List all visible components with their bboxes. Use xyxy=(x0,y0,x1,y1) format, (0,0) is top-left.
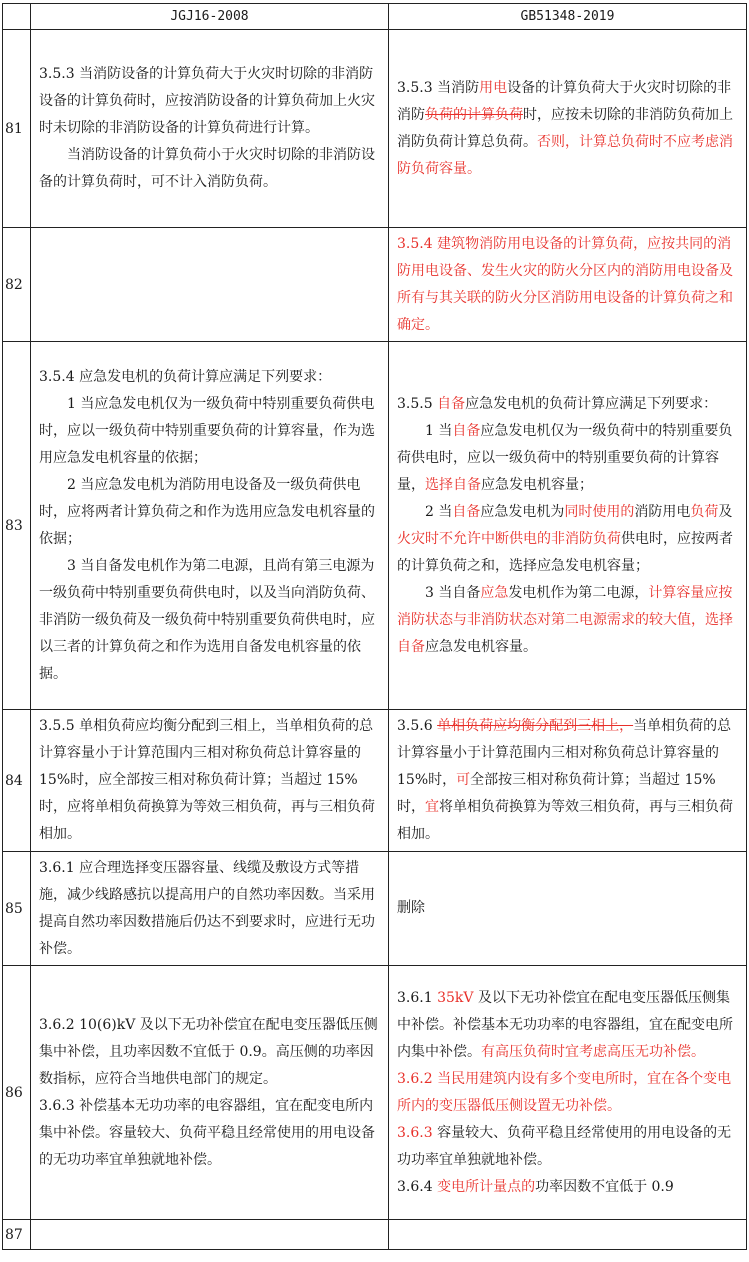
clause-text: 及以下无功补偿宜在配电变压器低压侧集中补偿。补偿基本无功功率的电容器组，宜在配变电所内集中补偿。 xyxy=(397,989,733,1060)
clause-paragraph xyxy=(397,580,740,661)
clause-paragraph xyxy=(397,1066,740,1120)
clause-text: 全部按三相对称负荷计算；当超过 15%时， xyxy=(397,772,716,815)
revised-text: 有高压负荷时宜考虑高压无功补偿。 xyxy=(481,1043,705,1060)
clause-text: 1 当 xyxy=(425,422,453,439)
clause-text: 应急发电机仅为一级负荷中的特别重要负荷供电时，应以一级负荷中的特别重要负荷的计算容量， xyxy=(397,422,733,493)
revised-text: 计算容量应按消防状态与非消防状态对第二电源需求的较大值，选择自备 xyxy=(397,584,733,655)
clause-text: 应急发电机容量。 xyxy=(425,638,537,655)
table-row xyxy=(3,710,747,852)
clause-paragraph xyxy=(39,855,382,963)
row-number: 81 xyxy=(3,30,31,228)
revised-text: 自备 xyxy=(452,503,481,520)
old-clause-cell xyxy=(31,710,389,852)
revised-text: 否则，计算总负荷时不应考虑消防负荷容量。 xyxy=(397,133,733,177)
comparison-table xyxy=(2,3,747,1250)
clause-text: 2 当应急发电机为消防用电设备及一级负荷供电时，应将两者计算负荷之和作为选用应急发电机容量的依据； xyxy=(39,476,375,547)
clause-text: 2 当 xyxy=(425,503,453,520)
clause-text: 设备的计算负荷大于火灾时切除的非消防 xyxy=(397,79,732,123)
revised-text: 应急 xyxy=(480,584,509,601)
new-clause-cell xyxy=(389,852,747,966)
clause-text: 3.5.6 xyxy=(397,718,438,734)
revised-text: 3.6.3 xyxy=(397,1124,433,1141)
clause-text: 删除 xyxy=(397,900,425,916)
header-new-standard: GB51348-2019 xyxy=(389,4,747,30)
table-row xyxy=(3,30,747,228)
table-row xyxy=(3,1220,747,1250)
clause-text: 3.6.3 补偿基本无功功率的电容器组，宜在配变电所内集中补偿。容量较大、负荷平稳且经常使用的用电设备的无功功率宜单独就地补偿。 xyxy=(39,1097,375,1168)
row-number: 82 xyxy=(3,228,31,342)
old-clause-cell xyxy=(31,1220,389,1250)
revised-text: 自备 xyxy=(437,395,466,412)
clause-text: 应急发电机的负荷计算应满足下列要求： xyxy=(465,395,718,412)
clause-text: 3.5.3 当消防 xyxy=(397,79,480,96)
old-clause-cell xyxy=(31,852,389,966)
clause-paragraph xyxy=(39,472,382,553)
clause-text: 消防用电 xyxy=(634,503,691,520)
header-num xyxy=(3,4,31,30)
clause-text: 3.6.2 10(6)kV 及以下无功补偿宜在配电变压器低压侧集中补偿，且功率因数不宜低于 0.9。高压侧的功率因数指标，应符合当地供电部门的规定。 xyxy=(39,1016,378,1087)
clause-text: 3.6.1 应合理选择变压器容量、线缆及敷设方式等措施，减少线路感抗以提高用户的自然功率因数。当采用提高自然功率因数措施后仍达不到要求时，应进行无功补偿。 xyxy=(39,859,375,957)
clause-text: 3.5.5 单相负荷应均衡分配到三相上，当单相负荷的总计算容量小于计算范围内三相对称负荷总计算容量的 15%时，应全部按三相对称负荷计算；当超过 15%时，应将单相负荷换算为等效三相负荷，再与三相负荷相加。 xyxy=(39,718,375,842)
clause-paragraph xyxy=(397,391,740,418)
row-number: 86 xyxy=(3,966,31,1220)
clause-paragraph xyxy=(39,713,382,848)
clause-paragraph xyxy=(397,231,740,339)
old-clause-cell xyxy=(31,342,389,710)
clause-paragraph xyxy=(39,553,382,688)
new-clause-cell xyxy=(389,966,747,1220)
clause-text: 3.5.5 xyxy=(397,395,438,412)
clause-text: 3 当自备发电机作为第二电源，且尚有第三电源为一级负荷中特别重要负荷供电时，以及当向消防负荷、非消防一级负荷及一级负荷中特别重要负荷供电时，应以三者的计算负荷之和作为选用自备发电机容量的依据。 xyxy=(39,557,375,682)
revised-text: 单相负荷应均衡分配到三相上， xyxy=(437,718,634,734)
clause-text: 应急发电机为 xyxy=(480,503,565,520)
clause-text: 发电机作为第二电源， xyxy=(508,584,649,601)
clause-text: 3.6.1 xyxy=(397,989,438,1006)
revised-text: 火灾时不允许中断供电的非消防负荷 xyxy=(397,530,621,547)
clause-paragraph xyxy=(39,391,382,472)
revised-text: 同时使用的 xyxy=(564,503,635,520)
clause-paragraph xyxy=(39,1093,382,1174)
clause-paragraph xyxy=(39,61,382,142)
row-number: 85 xyxy=(3,852,31,966)
clause-paragraph xyxy=(397,985,740,1066)
clause-paragraph xyxy=(397,499,740,580)
revised-text: 负荷 xyxy=(690,503,719,520)
clause-text: 3.5.3 当消防设备的计算负荷大于火灾时切除的非消防设备的计算负荷时，应按消防设备的计算负荷加上火灾时未切除的非消防设备的计算负荷进行计算。 xyxy=(39,66,375,136)
clause-text: 将单相负荷换算为等效三相负荷，再与三相负荷相加。 xyxy=(397,799,733,842)
clause-paragraph xyxy=(397,75,740,183)
header-row xyxy=(3,4,747,30)
clause-text: 时，应按未切除的非消防负荷加上消防负荷计算总负荷。 xyxy=(397,106,733,150)
revised-text: 3.5.4 建筑物消防用电设备的计算负荷，应按共同的消防用电设备、发生火灾的防火分区内的消防用电设备及所有与其关联的防火分区消防用电设备的计算负荷之和确定。 xyxy=(397,235,733,333)
new-clause-cell xyxy=(389,710,747,852)
clause-paragraph xyxy=(397,418,740,499)
table-row xyxy=(3,342,747,710)
revised-text: 35kV xyxy=(437,989,474,1006)
revised-text: 宜 xyxy=(425,799,439,815)
clause-text: 当单相负荷的总计算容量小于计算范围内三相对称负荷总计算容量的 15%时， xyxy=(397,718,732,788)
row-number: 84 xyxy=(3,710,31,852)
clause-paragraph xyxy=(397,1174,740,1201)
clause-text: 容量较大、负荷平稳且经常使用的用电设备的无功功率宜单独就地补偿。 xyxy=(397,1124,732,1168)
revised-text: 变电所计量点的 xyxy=(437,1178,536,1195)
new-clause-cell xyxy=(389,342,747,710)
clause-paragraph xyxy=(39,1012,382,1093)
new-clause-cell xyxy=(389,1220,747,1250)
clause-paragraph xyxy=(397,713,740,848)
old-clause-cell xyxy=(31,228,389,342)
table-row xyxy=(3,228,747,342)
header-old-standard: JGJ16-2008 xyxy=(31,4,389,30)
clause-text: 1 当应急发电机仅为一级负荷中特别重要负荷供电时，应以一级负荷中特别重要负荷的计算容量，作为选用应急发电机容量的依据； xyxy=(39,395,375,466)
row-number: 87 xyxy=(3,1220,31,1250)
clause-text: 3 当自备 xyxy=(425,584,481,601)
revised-text: 负荷的计算负荷 xyxy=(425,106,523,123)
revised-text: 可 xyxy=(456,772,471,788)
new-clause-cell xyxy=(389,228,747,342)
old-clause-cell xyxy=(31,966,389,1220)
revised-text: 自备 xyxy=(452,422,481,439)
clause-text: 3.5.4 应急发电机的负荷计算应满足下列要求： xyxy=(39,368,332,385)
clause-text: 3.6.4 xyxy=(397,1178,438,1195)
table-row xyxy=(3,966,747,1220)
clause-paragraph xyxy=(397,895,740,922)
revised-text: 3.6.2 当民用建筑内设有多个变电所时，宜在各个变电所内的变压器低压侧设置无功补偿。 xyxy=(397,1070,732,1114)
row-number: 83 xyxy=(3,342,31,710)
old-clause-cell xyxy=(31,30,389,228)
clause-text: 当消防设备的计算负荷小于火灾时切除的非消防设备的计算负荷时，可不计入消防负荷。 xyxy=(39,147,375,190)
clause-text: 功率因数不宜低于 0.9 xyxy=(535,1178,674,1195)
clause-text: 应急发电机容量； xyxy=(481,476,593,493)
new-clause-cell xyxy=(389,30,747,228)
clause-paragraph xyxy=(397,1120,740,1174)
table-row xyxy=(3,852,747,966)
clause-text: 供电时，应按两者的计算负荷之和，选择应急发电机容量； xyxy=(397,530,733,574)
clause-text: 及 xyxy=(718,503,733,520)
revised-text: 选择自备 xyxy=(425,476,481,493)
clause-paragraph xyxy=(39,364,382,391)
clause-paragraph xyxy=(39,142,382,196)
revised-text: 用电 xyxy=(479,79,508,96)
